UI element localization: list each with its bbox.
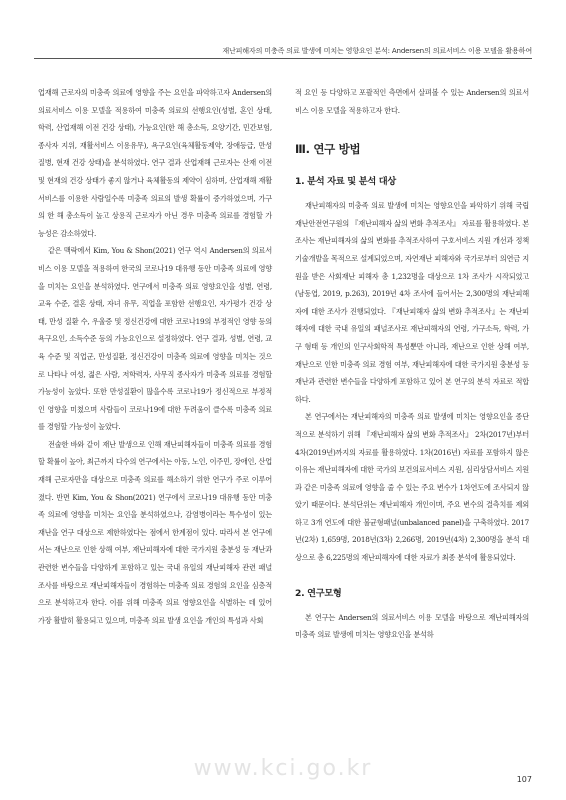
- left-column: [38, 84, 272, 629]
- body-paragraph: 재난피해자의 미충족 의료 발생에 미치는 영향요인을 파악하기 위해 국립재난안전연구원의 『재난피해자 삶의 변화 추적조사』 자료를 활용하였다. 본 조사는 재난피해자의 삶의 변화를 추적조사하여 구호서비스 지원 개선과 정책 기술개발을 목적으로 설계되었으며, 자연재난 피해자와 국가로부터 의연금 지원을 받은 사회재난 피해자 총 1,232명을 대상으로 1차 조사가 시작되었고(남동엽, 2019, p.263), 2019년 4차 조사에 들어서는 2,300명의 재난피해자에 대한 조사가 진행되었다. 『재난피해자 삶의 변화 추적조사』는 재난피해자에 대한 국내 유일의 패널조사로 재난피해자의 연령, 가구소득, 학력, 가구 형태 등 개인의 인구사회학적 특성뿐만 아니라, 재난으로 인한 상해 여부, 재난으로 인한 미충족 의료 경험 여부, 재난피해자에 대한 국가지원 충분성 등 재난과 관련한 변수들을 다양하게 포함하고 있어 본 연구의 분석 자료로 적합하다.: [295, 201, 529, 404]
- header-rule: [34, 58, 532, 59]
- body-paragraph: 같은 맥락에서 Kim, You & Shon(2021) 연구 역시 Andersen의 의료서비스 이용 모델을 적용하여 한국의 코로나19 대유행 동안 미충족 의료에 영향을 미치는 요인을 분석하였다. 연구에서 미충족 의료 영향요인을 성별, 연령, 교육 수준, 결혼 상태, 자녀 유무, 직업을 포함한 선행요인, 자가평가 건강 상태, 만성 질환 수, 우울증 및 정신건강에 대한 코로나19의 부정적인 영향 등의 욕구요인, 소득수준 등의 가능요인으로 설정하였다. 연구 결과, 성별, 연령, 교육 수준 및 직업군, 만성질환, 정신건강이 미충족 의료에 영향을 미치는 것으로 나타나 여성, 젊은 사람, 저학력자, 사무직 종사자가 미충족 의료를 경험할 가능성이 높았다. 또한 만성질환이 많을수록 코로나19가 정신적으로 부정적인 영향을 미쳤으며 사람들이 코로나19에 대한 두려움이 클수록 미충족 의료를 경험할 가능성이 높았다.: [38, 246, 272, 432]
- subsection-title: 1. 분석 자료 및 분석 대상: [295, 176, 396, 188]
- running-header: 재난피해자의 미충족 의료 발생에 미치는 영향요인 분석: Andersen의 의료서비스 이용 모델을 활용하여: [222, 46, 532, 55]
- page-number: 107: [516, 775, 532, 784]
- watermark: www.kci.go.kr: [193, 756, 373, 781]
- body-paragraph: 적 요인 등 다양하고 포괄적인 측면에서 살펴볼 수 있는 Andersen의 의료서비스 이용 모델을 적용하고자 한다.: [295, 88, 529, 115]
- body-paragraph: 본 연구에서는 재난피해자의 미충족 의료 발생에 미치는 영향요인을 종단적으로 분석하기 위해 『재난피해자 삶의 변화 추적조사』 2차(2017년)부터 4차(2019년)까지의 자료를 활용하였다. 1차(2016년) 자료를 포함하지 않은 이유는 재난피해자에 대한 국가의 보건의료서비스 지원, 심리상담서비스 지원과 같은 미충족 의료에 영향을 줄 수 있는 주요 변수가 1차연도에 조사되지 않았기 때문이다. 분석단위는 재난피해자 개인이며, 주요 변수의 결측치를 제외하고 3개 연도에 대한 불균형패널(unbalanced panel)을 구축하였다. 2017년(2차) 1,659명, 2018년(3차) 2,266명, 2019년(4차) 2,300명을 분석 대상으로 총 6,225명의 재난피해자에 대한 자료가 최종 분석에 활용되었다.: [295, 412, 529, 563]
- body-paragraph: 업재해 근로자의 미충족 의료에 영향을 주는 요인을 파악하고자 Andersen의 의료서비스 이용 모델을 적용하여 미충족 의료의 선행요인(성별, 혼인 상태, 학력, 산업재해 이전 건강 상태), 가능요인(한 해 총소득, 요양기간, 민간보험, 종사자 지위, 재활서비스 이용유무), 욕구요인(육체활동제약, 장애등급, 만성질병, 현재 건강 상태)을 분석하였다. 연구 결과 산업재해 근로자는 산재 이전 및 현재의 건강 상태가 좋지 않거나 육체활동의 제약이 심하며, 산업재해 재활서비스를 이용한 사람일수록 미충족 의료의 발생 확률이 증가하였으며, 가구의 한 해 총소득이 높고 상용직 근로자가 아닌 경우 미충족 의료를 경험할 가능성은 감소하였다.: [38, 88, 272, 238]
- body-paragraph: 전술한 바와 같이 재난 발생으로 인해 재난피해자들이 미충족 의료를 경험할 확률이 높아, 최근까지 다수의 연구에서는 아동, 노인, 이주민, 장애인, 산업재해 근로자만을 대상으로 미충족 의료를 해소하기 위한 연구가 주로 이루어졌다. 반면 Kim, You & Shon(2021) 연구에서 코로나19 대유행 동안 미충족 의료에 영향을 미치는 요인을 분석하였으나, 감염병이라는 특수성이 있는 재난을 연구 대상으로 제한하였다는 점에서 한계점이 있다. 따라서 본 연구에서는 재난으로 인한 상해 여부, 재난피해자에 대한 국가지원 충분성 등 재난과 관련한 변수들을 다양하게 포함하고 있는 국내 유일의 재난피해자 관련 패널조사를 바탕으로 재난피해자들이 경험하는 미충족 의료 경험의 요인을 심층적으로 분석하고자 한다. 이를 위해 미충족 의료 영향요인을 식별하는 데 있어 가장 활발히 활용되고 있으며, 미충족 의료 발생 요인을 개인의 특성과 사회: [38, 439, 272, 625]
- right-column: [295, 84, 529, 644]
- section-title: Ⅲ. 연구 방법: [295, 142, 361, 157]
- subsection-title: 2. 연구모형: [295, 587, 342, 599]
- body-paragraph: 본 연구는 Andersen의 의료서비스 이용 모델을 바탕으로 재난피해자의 미충족 의료 발생에 미치는 영향요인을 분석하: [295, 612, 529, 640]
